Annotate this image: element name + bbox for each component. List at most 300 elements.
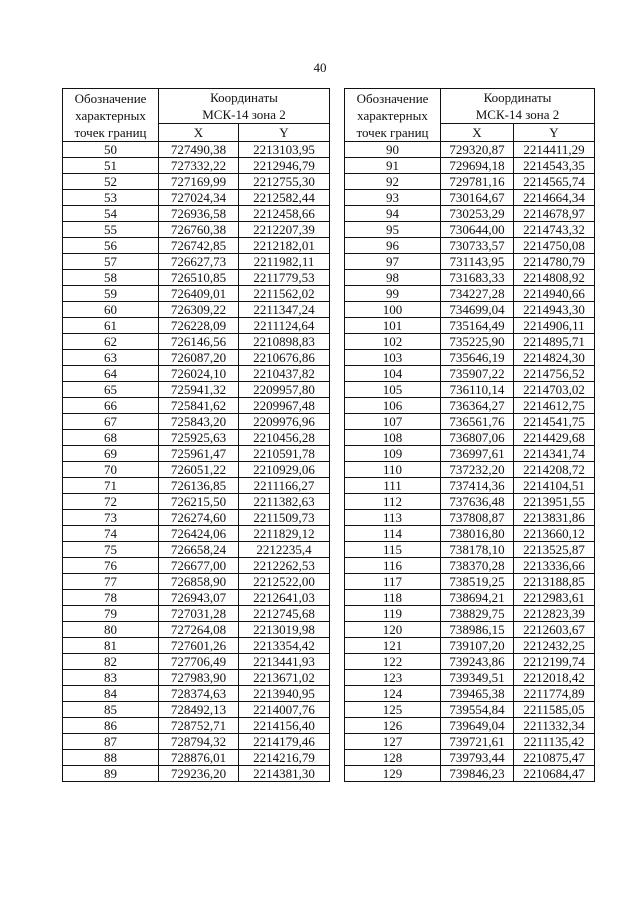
header-designation [345, 89, 441, 142]
x-coordinate-cell: 726858,90 [159, 574, 239, 590]
y-coordinate-cell: 2214007,76 [239, 702, 330, 718]
x-coordinate-cell: 726228,09 [159, 318, 239, 334]
table-row [345, 174, 595, 190]
point-number-cell: 52 [63, 174, 159, 190]
table-row [345, 638, 595, 654]
point-number-cell: 121 [345, 638, 441, 654]
x-coordinate-cell: 737636,48 [441, 494, 514, 510]
y-coordinate-cell: 2214940,66 [514, 286, 595, 302]
table-row [345, 734, 595, 750]
point-number-cell: 106 [345, 398, 441, 414]
y-coordinate-cell: 2214780,79 [514, 254, 595, 270]
y-coordinate-cell: 2211779,53 [239, 270, 330, 286]
point-number-cell: 64 [63, 366, 159, 382]
y-coordinate-cell: 2210591,78 [239, 446, 330, 462]
table-row [345, 222, 595, 238]
table-row [63, 462, 330, 478]
x-coordinate-cell: 728492,13 [159, 702, 239, 718]
table-row [345, 414, 595, 430]
header-designation-line: характерных [75, 107, 146, 123]
x-coordinate-cell: 738519,25 [441, 574, 514, 590]
y-coordinate-cell: 2213671,02 [239, 670, 330, 686]
point-number-cell: 88 [63, 750, 159, 766]
y-coordinate-cell: 2211982,11 [239, 254, 330, 270]
x-coordinate-cell: 728374,63 [159, 686, 239, 702]
table-row [345, 590, 595, 606]
point-number-cell: 84 [63, 686, 159, 702]
x-coordinate-cell: 726943,07 [159, 590, 239, 606]
x-coordinate-cell: 726146,56 [159, 334, 239, 350]
table-row [345, 366, 595, 382]
point-number-cell: 113 [345, 510, 441, 526]
point-number-cell: 125 [345, 702, 441, 718]
y-coordinate-cell: 2213354,42 [239, 638, 330, 654]
point-number-cell: 94 [345, 206, 441, 222]
point-number-cell: 114 [345, 526, 441, 542]
point-number-cell: 116 [345, 558, 441, 574]
point-number-cell: 71 [63, 478, 159, 494]
y-coordinate-cell: 2213019,98 [239, 622, 330, 638]
point-number-cell: 80 [63, 622, 159, 638]
point-number-cell: 85 [63, 702, 159, 718]
header-coordinates-line: МСК-14 зона 2 [202, 107, 286, 122]
table-row [63, 638, 330, 654]
point-number-cell: 95 [345, 222, 441, 238]
point-number-cell: 60 [63, 302, 159, 318]
x-coordinate-cell: 725843,20 [159, 414, 239, 430]
table-row [63, 238, 330, 254]
table-row [63, 766, 330, 782]
y-coordinate-cell: 2211509,73 [239, 510, 330, 526]
header-x: X [159, 124, 239, 142]
x-coordinate-cell: 735225,90 [441, 334, 514, 350]
table-row [63, 350, 330, 366]
point-number-cell: 63 [63, 350, 159, 366]
point-number-cell: 115 [345, 542, 441, 558]
x-coordinate-cell: 727332,22 [159, 158, 239, 174]
header-designation-line: Обозначение [356, 90, 429, 106]
y-coordinate-cell: 2209957,80 [239, 382, 330, 398]
table-row [345, 238, 595, 254]
y-coordinate-cell: 2210684,47 [514, 766, 595, 782]
point-number-cell: 72 [63, 494, 159, 510]
x-coordinate-cell: 727706,49 [159, 654, 239, 670]
x-coordinate-cell: 735646,19 [441, 350, 514, 366]
table-body-left [63, 142, 330, 782]
coordinates-table-right [344, 88, 595, 782]
y-coordinate-cell: 2214612,75 [514, 398, 595, 414]
x-coordinate-cell: 730644,00 [441, 222, 514, 238]
table-row [345, 270, 595, 286]
table-row [345, 510, 595, 526]
x-coordinate-cell: 728752,71 [159, 718, 239, 734]
point-number-cell: 69 [63, 446, 159, 462]
point-number-cell: 108 [345, 430, 441, 446]
point-number-cell: 57 [63, 254, 159, 270]
x-coordinate-cell: 739107,20 [441, 638, 514, 654]
header-x: X [441, 124, 514, 142]
table-row [345, 542, 595, 558]
point-number-cell: 62 [63, 334, 159, 350]
point-number-cell: 100 [345, 302, 441, 318]
y-coordinate-cell: 2213336,66 [514, 558, 595, 574]
y-coordinate-cell: 2213441,93 [239, 654, 330, 670]
x-coordinate-cell: 736364,27 [441, 398, 514, 414]
table-row [345, 654, 595, 670]
y-coordinate-cell: 2211774,89 [514, 686, 595, 702]
table-row [63, 622, 330, 638]
x-coordinate-cell: 736110,14 [441, 382, 514, 398]
x-coordinate-cell: 726136,85 [159, 478, 239, 494]
y-coordinate-cell: 2212946,79 [239, 158, 330, 174]
table-row [345, 286, 595, 302]
point-number-cell: 83 [63, 670, 159, 686]
y-coordinate-cell: 2214429,68 [514, 430, 595, 446]
header-coordinates [441, 89, 595, 124]
x-coordinate-cell: 727024,34 [159, 190, 239, 206]
point-number-cell: 56 [63, 238, 159, 254]
y-coordinate-cell: 2213188,85 [514, 574, 595, 590]
point-number-cell: 93 [345, 190, 441, 206]
table-row [345, 478, 595, 494]
y-coordinate-cell: 2211829,12 [239, 526, 330, 542]
coordinates-table-left [62, 88, 330, 782]
table-row [63, 542, 330, 558]
point-number-cell: 112 [345, 494, 441, 510]
point-number-cell: 82 [63, 654, 159, 670]
x-coordinate-cell: 726309,22 [159, 302, 239, 318]
y-coordinate-cell: 2214743,32 [514, 222, 595, 238]
x-coordinate-cell: 731683,33 [441, 270, 514, 286]
table-row [63, 750, 330, 766]
y-coordinate-cell: 2209976,96 [239, 414, 330, 430]
y-coordinate-cell: 2212199,74 [514, 654, 595, 670]
table-row [63, 574, 330, 590]
table-row [345, 158, 595, 174]
x-coordinate-cell: 726087,20 [159, 350, 239, 366]
x-coordinate-cell: 729236,20 [159, 766, 239, 782]
table-row [345, 254, 595, 270]
y-coordinate-cell: 2211135,42 [514, 734, 595, 750]
x-coordinate-cell: 725961,47 [159, 446, 239, 462]
y-coordinate-cell: 2214341,74 [514, 446, 595, 462]
header-designation [63, 89, 159, 142]
x-coordinate-cell: 739465,38 [441, 686, 514, 702]
y-coordinate-cell: 2214808,92 [514, 270, 595, 286]
y-coordinate-cell: 2214216,79 [239, 750, 330, 766]
point-number-cell: 91 [345, 158, 441, 174]
y-coordinate-cell: 2214703,02 [514, 382, 595, 398]
y-coordinate-cell: 2214895,71 [514, 334, 595, 350]
x-coordinate-cell: 726658,24 [159, 542, 239, 558]
x-coordinate-cell: 726424,06 [159, 526, 239, 542]
x-coordinate-cell: 726051,22 [159, 462, 239, 478]
x-coordinate-cell: 738694,21 [441, 590, 514, 606]
y-coordinate-cell: 2214179,46 [239, 734, 330, 750]
x-coordinate-cell: 725925,63 [159, 430, 239, 446]
x-coordinate-cell: 726936,58 [159, 206, 239, 222]
y-coordinate-cell: 2213660,12 [514, 526, 595, 542]
table-row [345, 670, 595, 686]
header-coordinates-line: МСК-14 зона 2 [475, 107, 560, 122]
table-row [63, 142, 330, 158]
y-coordinate-cell: 2214906,11 [514, 318, 595, 334]
point-number-cell: 50 [63, 142, 159, 158]
table-row [345, 718, 595, 734]
table-row [345, 302, 595, 318]
point-number-cell: 90 [345, 142, 441, 158]
table-row [345, 462, 595, 478]
y-coordinate-cell: 2212582,44 [239, 190, 330, 206]
point-number-cell: 67 [63, 414, 159, 430]
table-row [345, 606, 595, 622]
x-coordinate-cell: 726274,60 [159, 510, 239, 526]
table-row [345, 558, 595, 574]
table-row [63, 174, 330, 190]
y-coordinate-cell: 2211585,05 [514, 702, 595, 718]
y-coordinate-cell: 2211562,02 [239, 286, 330, 302]
x-coordinate-cell: 739554,84 [441, 702, 514, 718]
x-coordinate-cell: 739846,23 [441, 766, 514, 782]
table-row [345, 206, 595, 222]
table-row [63, 366, 330, 382]
point-number-cell: 89 [63, 766, 159, 782]
y-coordinate-cell: 2211382,63 [239, 494, 330, 510]
table-row [63, 382, 330, 398]
table-row [345, 702, 595, 718]
y-coordinate-cell: 2214208,72 [514, 462, 595, 478]
y-coordinate-cell: 2213525,87 [514, 542, 595, 558]
table-row [63, 494, 330, 510]
point-number-cell: 87 [63, 734, 159, 750]
point-number-cell: 77 [63, 574, 159, 590]
x-coordinate-cell: 726510,85 [159, 270, 239, 286]
y-coordinate-cell: 2214750,08 [514, 238, 595, 254]
x-coordinate-cell: 728794,32 [159, 734, 239, 750]
table-row [345, 622, 595, 638]
point-number-cell: 96 [345, 238, 441, 254]
table-row [63, 206, 330, 222]
point-number-cell: 105 [345, 382, 441, 398]
x-coordinate-cell: 738016,80 [441, 526, 514, 542]
point-number-cell: 104 [345, 366, 441, 382]
x-coordinate-cell: 737414,36 [441, 478, 514, 494]
y-coordinate-cell: 2214565,74 [514, 174, 595, 190]
y-coordinate-cell: 2211332,34 [514, 718, 595, 734]
table-row [345, 574, 595, 590]
y-coordinate-cell: 2214541,75 [514, 414, 595, 430]
x-coordinate-cell: 734699,04 [441, 302, 514, 318]
table-row [63, 606, 330, 622]
point-number-cell: 66 [63, 398, 159, 414]
header-coordinates [159, 89, 330, 124]
table-row [63, 590, 330, 606]
x-coordinate-cell: 728876,01 [159, 750, 239, 766]
x-coordinate-cell: 739649,04 [441, 718, 514, 734]
table-row [345, 766, 595, 782]
header-coordinates-line: Координаты [483, 90, 552, 105]
x-coordinate-cell: 730164,67 [441, 190, 514, 206]
table-row [345, 350, 595, 366]
table-row [63, 718, 330, 734]
table-row [63, 686, 330, 702]
point-number-cell: 109 [345, 446, 441, 462]
y-coordinate-cell: 2213940,95 [239, 686, 330, 702]
x-coordinate-cell: 735164,49 [441, 318, 514, 334]
point-number-cell: 128 [345, 750, 441, 766]
y-coordinate-cell: 2212458,66 [239, 206, 330, 222]
y-coordinate-cell: 2212755,30 [239, 174, 330, 190]
point-number-cell: 92 [345, 174, 441, 190]
y-coordinate-cell: 2211124,64 [239, 318, 330, 334]
y-coordinate-cell: 2214104,51 [514, 478, 595, 494]
y-coordinate-cell: 2210929,06 [239, 462, 330, 478]
table-body-right [345, 142, 595, 782]
y-coordinate-cell: 2213103,95 [239, 142, 330, 158]
point-number-cell: 55 [63, 222, 159, 238]
table-row [63, 334, 330, 350]
y-coordinate-cell: 2214664,34 [514, 190, 595, 206]
table-row [63, 398, 330, 414]
table-row [63, 158, 330, 174]
x-coordinate-cell: 727264,08 [159, 622, 239, 638]
x-coordinate-cell: 731143,95 [441, 254, 514, 270]
x-coordinate-cell: 725841,62 [159, 398, 239, 414]
table-row [63, 430, 330, 446]
y-coordinate-cell: 2211166,27 [239, 478, 330, 494]
y-coordinate-cell: 2210898,83 [239, 334, 330, 350]
header-designation-line: точек границ [356, 124, 429, 140]
x-coordinate-cell: 737232,20 [441, 462, 514, 478]
point-number-cell: 61 [63, 318, 159, 334]
x-coordinate-cell: 739721,61 [441, 734, 514, 750]
y-coordinate-cell: 2212262,53 [239, 558, 330, 574]
y-coordinate-cell: 2210456,28 [239, 430, 330, 446]
table-row [63, 526, 330, 542]
point-number-cell: 54 [63, 206, 159, 222]
table-row [63, 414, 330, 430]
y-coordinate-cell: 2214411,29 [514, 142, 595, 158]
table-row [63, 254, 330, 270]
point-number-cell: 99 [345, 286, 441, 302]
point-number-cell: 101 [345, 318, 441, 334]
y-coordinate-cell: 2210676,86 [239, 350, 330, 366]
y-coordinate-cell: 2212823,39 [514, 606, 595, 622]
table-row [345, 190, 595, 206]
y-coordinate-cell: 2211347,24 [239, 302, 330, 318]
header-y: Y [514, 124, 595, 142]
x-coordinate-cell: 726677,00 [159, 558, 239, 574]
x-coordinate-cell: 730733,57 [441, 238, 514, 254]
header-y: Y [239, 124, 330, 142]
y-coordinate-cell: 2212603,67 [514, 622, 595, 638]
x-coordinate-cell: 726760,38 [159, 222, 239, 238]
header-designation-line: точек границ [74, 124, 147, 140]
y-coordinate-cell: 2210875,47 [514, 750, 595, 766]
table-row [63, 510, 330, 526]
point-number-cell: 75 [63, 542, 159, 558]
point-number-cell: 107 [345, 414, 441, 430]
y-coordinate-cell: 2213951,55 [514, 494, 595, 510]
x-coordinate-cell: 726024,10 [159, 366, 239, 382]
x-coordinate-cell: 725941,32 [159, 382, 239, 398]
x-coordinate-cell: 738829,75 [441, 606, 514, 622]
x-coordinate-cell: 730253,29 [441, 206, 514, 222]
point-number-cell: 86 [63, 718, 159, 734]
point-number-cell: 102 [345, 334, 441, 350]
table-row [63, 446, 330, 462]
header-designation-line: характерных [357, 107, 428, 123]
point-number-cell: 127 [345, 734, 441, 750]
x-coordinate-cell: 734227,28 [441, 286, 514, 302]
y-coordinate-cell: 2209967,48 [239, 398, 330, 414]
table-row [345, 142, 595, 158]
x-coordinate-cell: 736561,76 [441, 414, 514, 430]
y-coordinate-cell: 2214156,40 [239, 718, 330, 734]
x-coordinate-cell: 727983,90 [159, 670, 239, 686]
table-row [63, 190, 330, 206]
point-number-cell: 53 [63, 190, 159, 206]
x-coordinate-cell: 737808,87 [441, 510, 514, 526]
y-coordinate-cell: 2212983,61 [514, 590, 595, 606]
x-coordinate-cell: 727169,99 [159, 174, 239, 190]
point-number-cell: 126 [345, 718, 441, 734]
x-coordinate-cell: 739243,86 [441, 654, 514, 670]
table-row [345, 494, 595, 510]
x-coordinate-cell: 727601,26 [159, 638, 239, 654]
point-number-cell: 124 [345, 686, 441, 702]
x-coordinate-cell: 738986,15 [441, 622, 514, 638]
table-row [345, 382, 595, 398]
y-coordinate-cell: 2212641,03 [239, 590, 330, 606]
table-row [345, 398, 595, 414]
table-row [63, 558, 330, 574]
x-coordinate-cell: 726742,85 [159, 238, 239, 254]
x-coordinate-cell: 736807,06 [441, 430, 514, 446]
x-coordinate-cell: 738370,28 [441, 558, 514, 574]
table-row [63, 270, 330, 286]
point-number-cell: 129 [345, 766, 441, 782]
table-row [63, 654, 330, 670]
x-coordinate-cell: 729320,87 [441, 142, 514, 158]
table-row [63, 478, 330, 494]
y-coordinate-cell: 2214678,97 [514, 206, 595, 222]
table-row [63, 702, 330, 718]
x-coordinate-cell: 729781,16 [441, 174, 514, 190]
y-coordinate-cell: 2214943,30 [514, 302, 595, 318]
table-row [345, 526, 595, 542]
y-coordinate-cell: 2214543,35 [514, 158, 595, 174]
x-coordinate-cell: 729694,18 [441, 158, 514, 174]
table-row [63, 670, 330, 686]
y-coordinate-cell: 2212018,42 [514, 670, 595, 686]
point-number-cell: 111 [345, 478, 441, 494]
point-number-cell: 70 [63, 462, 159, 478]
x-coordinate-cell: 739349,51 [441, 670, 514, 686]
header-designation-line: Обозначение [74, 90, 147, 106]
point-number-cell: 122 [345, 654, 441, 670]
y-coordinate-cell: 2210437,82 [239, 366, 330, 382]
x-coordinate-cell: 736997,61 [441, 446, 514, 462]
point-number-cell: 118 [345, 590, 441, 606]
x-coordinate-cell: 726409,01 [159, 286, 239, 302]
y-coordinate-cell: 2214824,30 [514, 350, 595, 366]
x-coordinate-cell: 735907,22 [441, 366, 514, 382]
x-coordinate-cell: 738178,10 [441, 542, 514, 558]
x-coordinate-cell: 739793,44 [441, 750, 514, 766]
point-number-cell: 78 [63, 590, 159, 606]
table-row [63, 222, 330, 238]
